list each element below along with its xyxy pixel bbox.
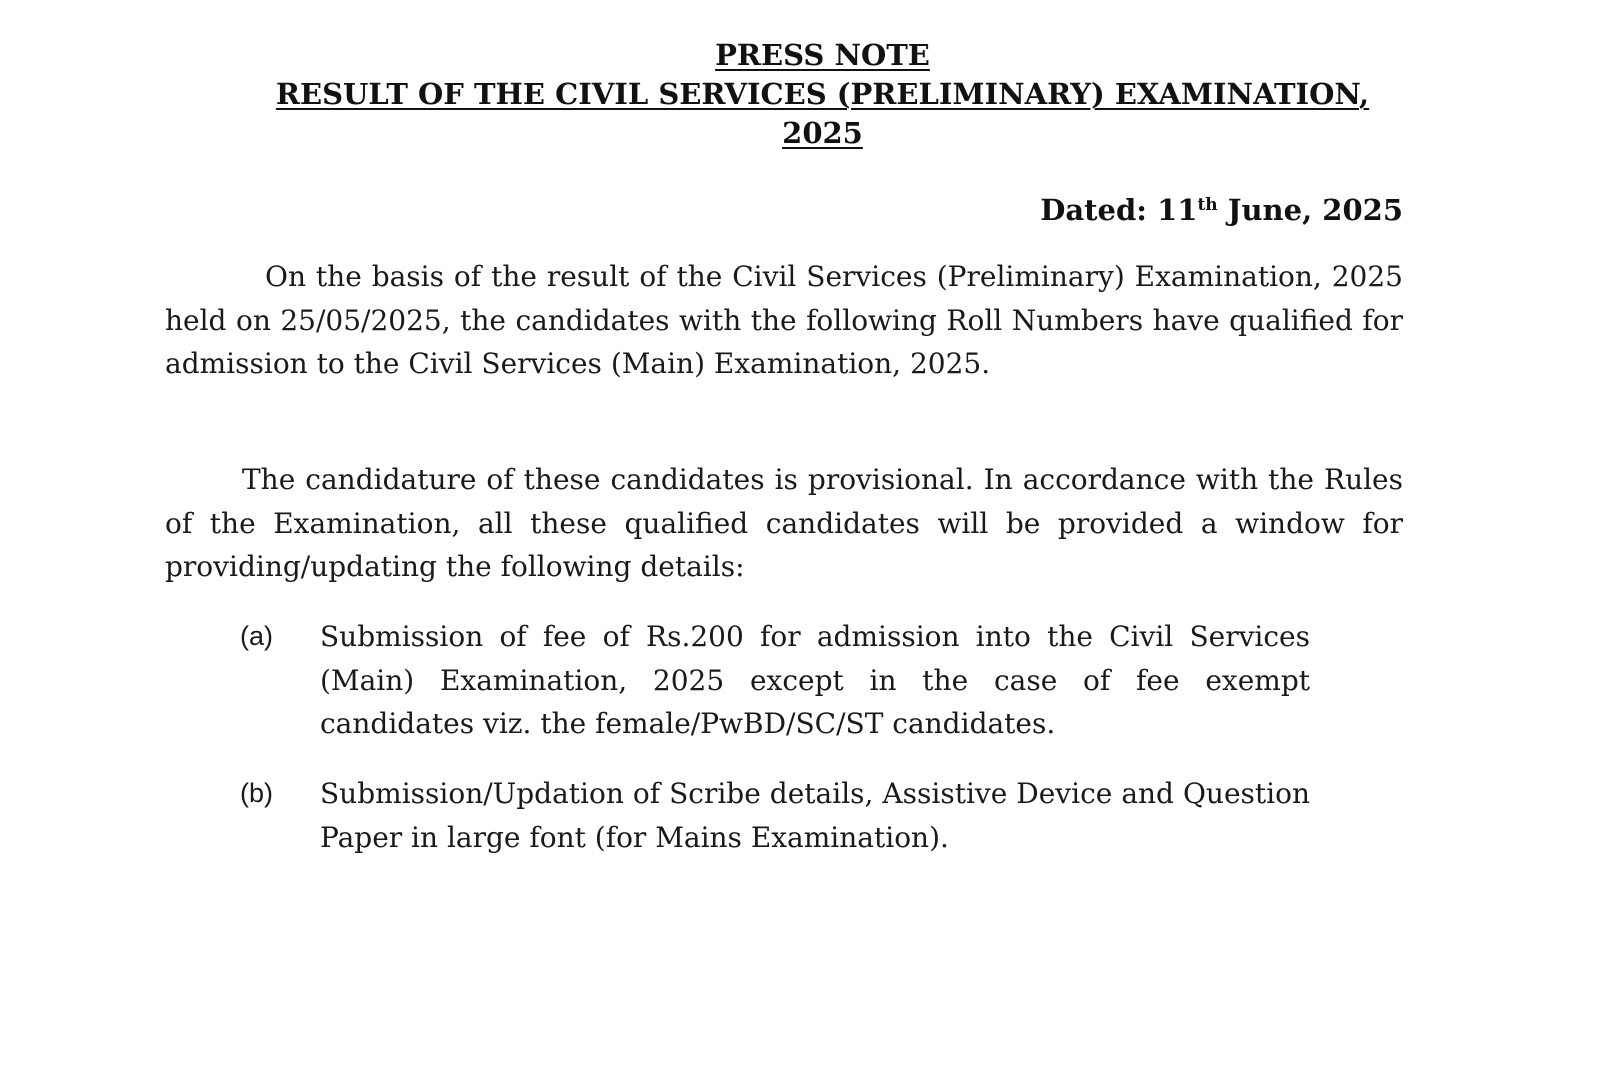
document-title (240, 36, 1405, 153)
list-item-text: Submission/Updation of Scribe details, Assistive Device and Question Paper in large font (for Mains Examination). (320, 777, 1310, 854)
title-line-year (240, 114, 1405, 153)
list-marker: (a) (240, 621, 273, 651)
paragraph-result-basis: On the basis of the result of the Civil Services (Preliminary) Examination, 2025 held on 25/05/2025, the candidates with the following Roll Numbers have qualified for admission to the Civil Services (Main) Examination, 2025. (165, 260, 1403, 380)
title-result-text: RESULT OF THE CIVIL SERVICES (PRELIMINARY) EXAMINATION, (275, 77, 1370, 111)
date-line (1040, 190, 1403, 230)
title-year-text: 2025 (782, 116, 863, 150)
title-line-result (240, 75, 1405, 114)
date-suffix: June, 2025 (1217, 193, 1403, 227)
date-prefix: Dated: 11 (1040, 193, 1198, 227)
title-line-press-note (240, 36, 1405, 75)
title-press-note-text: PRESS NOTE (715, 38, 930, 72)
list-item-text: Submission of fee of Rs.200 for admission into the Civil Services (Main) Examination, 2025 except in the case of fee exempt candidates viz. the female/PwBD/SC/ST candidates. (320, 620, 1310, 740)
paragraph-candidature: The candidature of these candidates is provisional. In accordance with the Rules of the Examination, all these qualified candidates will be provided a window for providing/updating the following details: (165, 463, 1403, 583)
date-superscript: th (1197, 195, 1218, 215)
list-marker: (b) (240, 778, 273, 808)
